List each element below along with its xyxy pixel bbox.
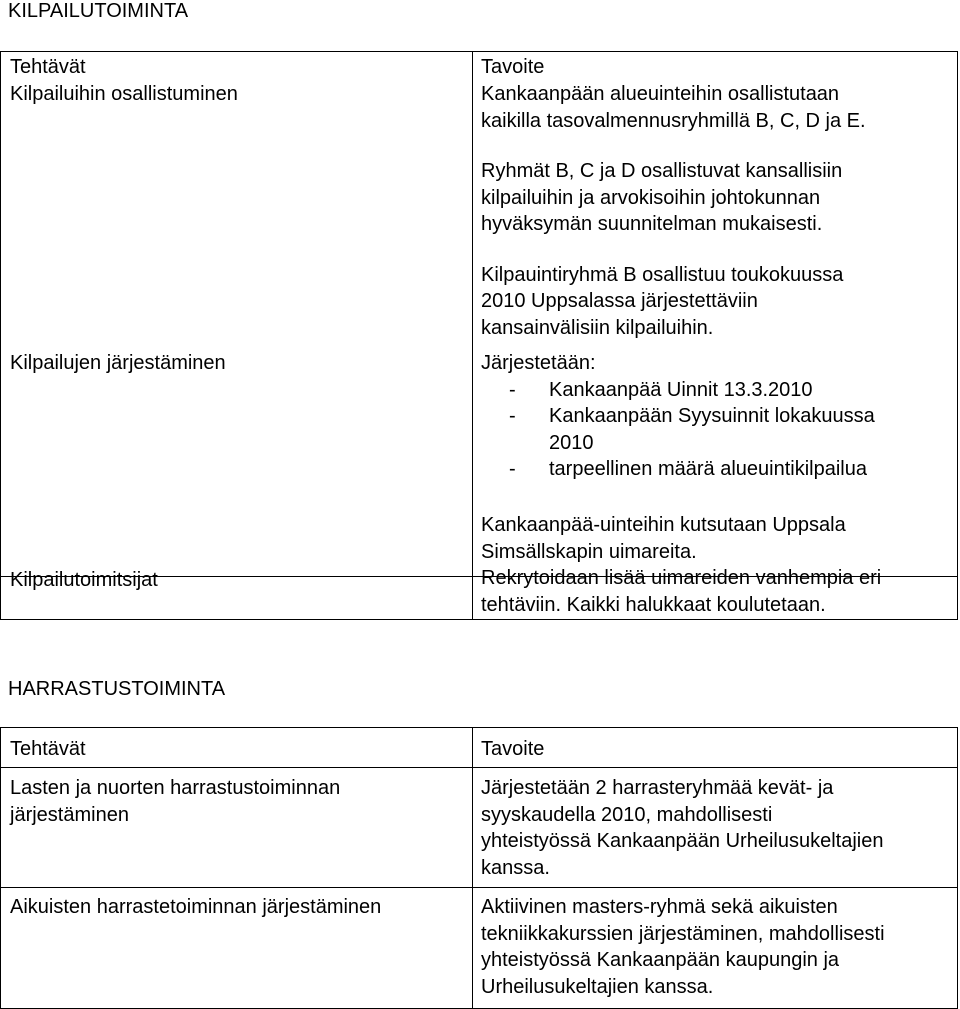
goal-line: kilpailuihin ja arvokisoihin johtokunnan bbox=[481, 186, 821, 209]
goal-line: syyskaudella 2010, mahdollisesti bbox=[481, 803, 773, 826]
competition-table bbox=[0, 51, 958, 620]
column-divider bbox=[472, 728, 473, 1008]
goal-competition-organizing bbox=[481, 350, 875, 483]
goal-intro: Järjestetään: bbox=[481, 352, 596, 374]
list-item: - Kankaanpää Uinnit 13.3.2010 bbox=[509, 378, 813, 401]
task-youth-recreation: Lasten ja nuorten harrastustoiminnan järjestäminen bbox=[10, 777, 341, 826]
task-competition-officials: Kilpailutoimitsijat bbox=[10, 569, 158, 591]
goal-line: Rekrytoidaan lisää uimareiden vanhempia eri bbox=[481, 567, 882, 589]
task-adult-recreation: Aikuisten harrastetoiminnan järjestäminen bbox=[10, 896, 382, 918]
task-competition-participation: Kilpailuihin osallistuminen bbox=[10, 83, 238, 105]
goal-youth-recreation bbox=[481, 775, 883, 881]
goal-line: Kankaanpää-uinteihin kutsutaan Uppsala bbox=[481, 514, 846, 536]
goal-line: Kilpauintiryhmä B osallistuu toukokuussa bbox=[481, 263, 844, 286]
goal-line: Aktiivinen masters-ryhmä sekä aikuisten bbox=[481, 896, 838, 918]
goal-line: tekniikkakurssien järjestäminen, mahdollisesti bbox=[481, 922, 885, 945]
task-competition-organizing: Kilpailujen järjestäminen bbox=[10, 352, 226, 374]
goal-line: hyväksymän suunnitelman mukaisesti. bbox=[481, 213, 823, 235]
goal-adult-recreation bbox=[481, 894, 885, 1000]
goal-line: kaikilla tasovalmennusryhmillä B, C, D ja E. bbox=[481, 109, 866, 132]
column-header-tasks: Tehtävät bbox=[10, 56, 86, 78]
goal-line: tehtäviin. Kaikki halukkaat koulutetaan. bbox=[481, 593, 826, 616]
goal-line: kansainvälisiin kilpailuihin. bbox=[481, 316, 714, 339]
event-list bbox=[481, 377, 875, 483]
row-divider bbox=[1, 887, 957, 888]
goal-line: Simsällskapin uimareita. bbox=[481, 540, 697, 563]
list-item: - Kankaanpään Syysuinnit lokakuussa 2010 bbox=[509, 405, 875, 454]
goal-competition-participation bbox=[481, 81, 866, 341]
list-item: - tarpeellinen määrä alueuintikilpailua bbox=[509, 458, 867, 480]
section-title-kilpailutoiminta: KILPAILUTOIMINTA bbox=[8, 0, 189, 22]
goal-line: Ryhmät B, C ja D osallistuvat kansallisiin bbox=[481, 160, 843, 182]
recreation-table bbox=[0, 727, 958, 1009]
column-header-tasks: Tehtävät bbox=[10, 738, 86, 760]
column-header-goal: Tavoite bbox=[481, 738, 545, 760]
row-divider bbox=[1, 767, 957, 768]
goal-competition-officials bbox=[481, 512, 881, 618]
goal-line: 2010 Uppsalassa järjestettäviin bbox=[481, 290, 758, 312]
goal-line: yhteistyössä Kankaanpään Urheilusukeltajien bbox=[481, 830, 884, 852]
section-title-harrastustoiminta: HARRASTUSTOIMINTA bbox=[8, 678, 226, 700]
goal-line: kanssa. bbox=[481, 856, 550, 879]
goal-line: Urheilusukeltajien kanssa. bbox=[481, 975, 714, 998]
goal-line: Järjestetään 2 harrasteryhmää kevät- ja bbox=[481, 777, 834, 799]
column-divider bbox=[472, 52, 473, 619]
column-header-goal: Tavoite bbox=[481, 56, 545, 78]
goal-line: yhteistyössä Kankaanpään kaupungin ja bbox=[481, 949, 840, 971]
goal-line: Kankaanpään alueuinteihin osallistutaan bbox=[481, 83, 840, 105]
